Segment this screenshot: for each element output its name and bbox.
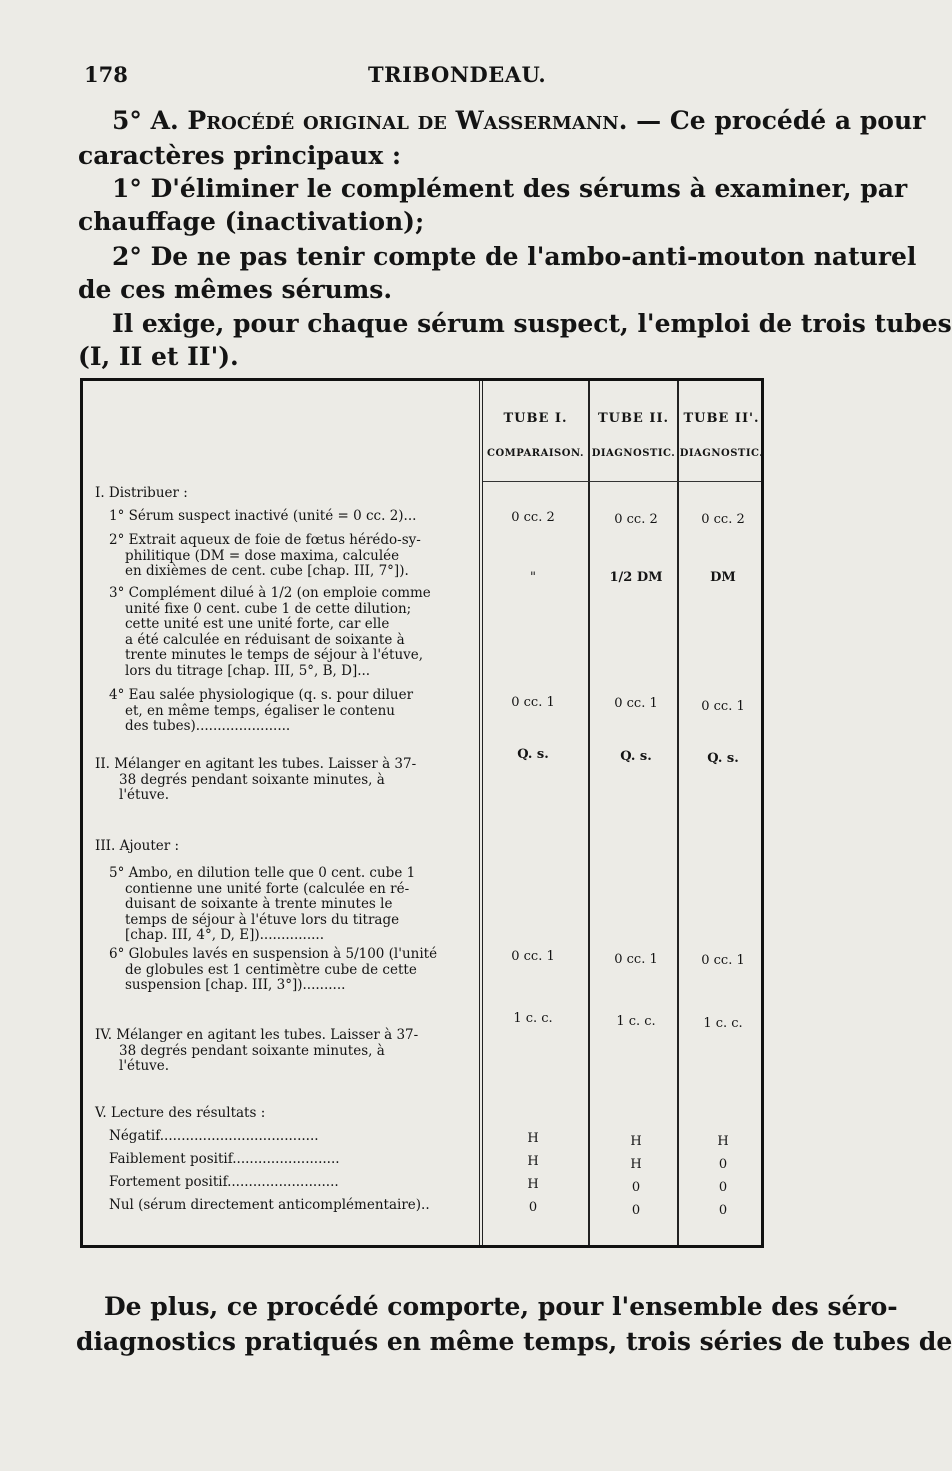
cell-faible-tube1: H [527,1154,539,1169]
cell-r3-tube2p: 0 cc. 1 [701,699,745,714]
cell-r1-tube2: 0 cc. 2 [614,512,658,527]
section-distribuer: I. Distribuer : [95,485,188,501]
intro-line-5: 2° De ne pas tenir compte de l'ambo-anti-mouton naturel [112,242,917,271]
cell-r2-tube2: 1/2 DM [609,570,663,585]
section-melanger-2: IV. Mélanger en agitant les tubes. Laisser à 37- 38 degrés pendant soixante minutes, à l'étuve. [95,1027,419,1074]
cell-nul-tube2p: 0 [718,1203,728,1218]
cell-r3-tube1: 0 cc. 1 [511,695,555,710]
cell-r1-tube1: 0 cc. 2 [511,510,555,525]
row-globules: 6° Globules lavés en suspension à 5/100 (l'unité de globules est 1 centimètre cube de cette suspension [chap. III, 3°]).......... [109,946,438,993]
intro-line-1: 5° A. Procédé original de Wassermann. — Ce procédé a pour [112,106,926,135]
row-complement: 3° Complément dilué à 1/2 (on emploie comme unité fixe 0 cent. cube 1 de cette dilution; cette unité est une unité forte, car elle a été calculée en réduisant de soixante à trente minutes le temps de séjour à l'étuve, lors du titrage [chap. III, 5°, B, D]... [109,585,431,679]
cell-r5-tube1: 0 cc. 1 [511,949,555,964]
section-lecture: V. Lecture des résultats : [95,1105,266,1121]
cell-r6-tube2: 1 c. c. [616,1014,656,1029]
page-header [84,62,704,94]
cell-r5-tube2p: 0 cc. 1 [701,953,745,968]
row-ambo: 5° Ambo, en dilution telle que 0 cent. cube 1 contienne une unité forte (calculée en ré- duisant de soixante à trente minutes le temps de séjour à l'étuve lors du titrage [chap. III, 4°, D, E])............... [109,865,416,943]
intro-line-6: de ces mêmes sérums. [78,275,393,304]
cell-r3-tube2: 0 cc. 1 [614,696,658,711]
cell-faible-tube2p: 0 [718,1157,728,1172]
header-rule [483,481,761,482]
footer-line-1: De plus, ce procédé comporte, pour l'ensemble des séro- [104,1292,898,1321]
cell-r4-tube2p: Q. s. [707,751,739,766]
cell-fort-tube2p: 0 [718,1180,728,1195]
cell-neg-tube2: H [630,1134,642,1149]
row-nul: Nul (sérum directement anticomplémentaire).. [109,1197,430,1213]
section-ajouter: III. Ajouter : [95,838,180,854]
cell-fort-tube2: 0 [631,1180,641,1195]
column-divider [677,381,679,1245]
section-melanger-1: II. Mélanger en agitant les tubes. Laisser à 37- 38 degrés pendant soixante minutes, à l'étuve. [95,756,417,803]
cell-r4-tube1: Q. s. [517,747,549,762]
running-title: TRIBONDEAU. [368,62,547,87]
row-eau-salee: 4° Eau salée physiologique (q. s. pour diluer et, en même temps, égaliser le contenu des tubes)...................... [109,687,414,734]
cell-r4-tube2: Q. s. [620,749,652,764]
row-faiblement-positif: Faiblement positif......................... [109,1151,340,1167]
cell-neg-tube1: H [527,1131,539,1146]
page-number: 178 [84,62,128,87]
intro-line-2: caractères principaux : [78,141,402,170]
cell-nul-tube1: 0 [528,1200,538,1215]
row-fortement-positif: Fortement positif.......................... [109,1174,339,1190]
procedure-title: Procédé original de Wassermann. [187,106,628,135]
cell-fort-tube1: H [527,1177,539,1192]
row-extrait: 2° Extrait aqueux de foie de fœtus hérédo-sy- philitique (DM = dose maxima, calculée en dixièmes de cent. cube [chap. III, 7°]). [109,532,421,579]
column-divider [479,381,483,1245]
cell-faible-tube2: H [630,1157,642,1172]
column-divider [588,381,590,1245]
intro-line-8: (I, II et II'). [78,342,239,371]
intro-line-4: chauffage (inactivation); [78,207,425,236]
cell-r5-tube2: 0 cc. 1 [614,952,658,967]
cell-nul-tube2: 0 [631,1203,641,1218]
cell-r1-tube2p: 0 cc. 2 [701,512,745,527]
cell-r2-tube2p: DM [710,570,736,585]
column-header-tube-2: TUBE II. DIAGNOSTIC. [591,411,676,459]
row-negatif: Négatif..................................... [109,1128,319,1144]
column-header-tube-1: TUBE I. COMPARAISON. [487,411,584,459]
column-header-tube-2-prime: TUBE II'. DIAGNOSTIC. [679,411,764,459]
cell-r6-tube1: 1 c. c. [513,1011,553,1026]
intro-line-7: Il exige, pour chaque sérum suspect, l'emploi de trois tubes [112,309,952,338]
protocol-table [80,378,764,1248]
intro-line-3: 1° D'éliminer le complément des sérums à examiner, par [112,174,908,203]
cell-neg-tube2p: H [717,1134,729,1149]
cell-r6-tube2p: 1 c. c. [703,1016,743,1031]
footer-line-2: diagnostics pratiqués en même temps, trois séries de tubes de [76,1327,952,1356]
cell-r2-tube1: " [530,570,536,585]
row-serum: 1° Sérum suspect inactivé (unité = 0 cc. 2)... [109,508,417,524]
